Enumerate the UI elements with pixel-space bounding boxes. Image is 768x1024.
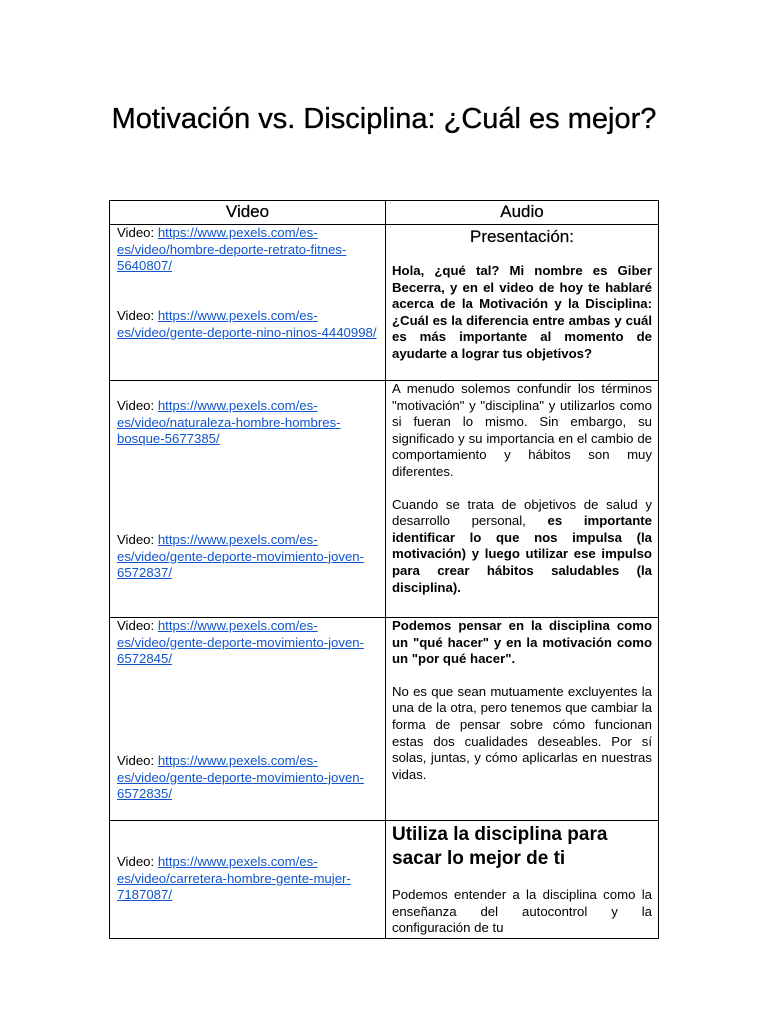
audio-cell (386, 618, 659, 821)
table-row (110, 225, 659, 381)
video-link[interactable]: https://www.pexels.com/es-es/video/gente-deporte-movimiento-joven-6572845/ (117, 618, 365, 667)
audio-cell (386, 821, 659, 939)
audio-cell (386, 225, 659, 381)
audio-column-header: Audio (386, 201, 659, 225)
document-title: Motivación vs. Disciplina: ¿Cuál es mejor? (111, 103, 657, 135)
video-column-header: Video (110, 201, 386, 225)
video-link[interactable]: https://www.pexels.com/es-es/video/carretera-hombre-gente-mujer-7187087/ (117, 854, 351, 903)
video-link[interactable]: https://www.pexels.com/es-es/video/gente-deporte-movimiento-joven-6572835/ (117, 753, 365, 802)
video-link[interactable]: https://www.pexels.com/es-es/video/gente-deporte-movimiento-joven-6572837/ (117, 532, 365, 581)
video-label: Video: (117, 618, 158, 633)
video-label: Video: (117, 532, 158, 547)
table-row (110, 381, 659, 618)
video-entry (117, 753, 379, 803)
video-label: Video: (117, 308, 158, 323)
video-cell (110, 225, 386, 381)
audio-paragraph: No es que sean mutuamente excluyentes la una de la otra, pero tenemos que cambiar la forma de pensar sobre cómo funcionan estas dos cualidades deseables. Por sí solas, juntas, y cómo aplicarlas en nuestras vidas. (392, 683, 652, 782)
audio-paragraph (392, 497, 652, 597)
video-label: Video: (117, 753, 158, 768)
audio-cell (386, 381, 659, 618)
video-link[interactable]: https://www.pexels.com/es-es/video/naturaleza-hombre-hombres-bosque-5677385/ (117, 398, 341, 447)
video-label: Video: (117, 854, 158, 869)
video-entry (117, 398, 379, 448)
table-row (110, 821, 659, 939)
section-heading: Utiliza la disciplina para sacar lo mejor de ti (392, 824, 608, 869)
audio-text-emphasis: es importante identificar lo que nos impulsa (la motivación) y luego utilizar ese impulso para crear hábitos saludables (la disciplina). (392, 513, 652, 595)
table-row (110, 618, 659, 821)
video-entry (117, 618, 379, 668)
audio-paragraph: A menudo solemos confundir los términos "motivación" y "disciplina" y utilizarlos como si fueran lo mismo. Sin embargo, su significado y su importancia en el cambio de comportamiento y hábitos son muy diferentes. (392, 381, 652, 479)
audio-paragraph: Podemos pensar en la disciplina como un "qué hacer" y en la motivación como un "por qué hacer". (392, 618, 652, 667)
video-link[interactable]: https://www.pexels.com/es-es/video/gente-deporte-nino-ninos-4440998/ (117, 308, 377, 340)
video-entry (117, 854, 379, 904)
video-label: Video: (117, 225, 158, 240)
section-heading: Presentación: (470, 227, 574, 246)
video-label: Video: (117, 398, 158, 413)
video-entry (117, 532, 379, 582)
video-entry (117, 308, 379, 341)
video-cell (110, 618, 386, 821)
video-entry (117, 225, 379, 275)
table-header-row (110, 201, 659, 225)
video-link[interactable]: https://www.pexels.com/es-es/video/hombre-deporte-retrato-fitnes-5640807/ (117, 225, 347, 274)
audio-paragraph: Podemos entender a la disciplina como la enseñanza del autocontrol y la configuración de tu (392, 887, 652, 936)
audio-paragraph: Hola, ¿qué tal? Mi nombre es Giber Becerra, y en el video de hoy te hablaré acerca de la Motivación y la Disciplina: ¿Cuál es la diferencia entre ambas y cuál es más importante al momento de ayudarte a lograr tus objetivos? (392, 263, 652, 361)
audio-text: Cuando se trata de objetivos de salud y desarrollo personal, (392, 496, 652, 529)
video-cell (110, 381, 386, 618)
video-cell (110, 821, 386, 939)
script-table (109, 200, 659, 939)
